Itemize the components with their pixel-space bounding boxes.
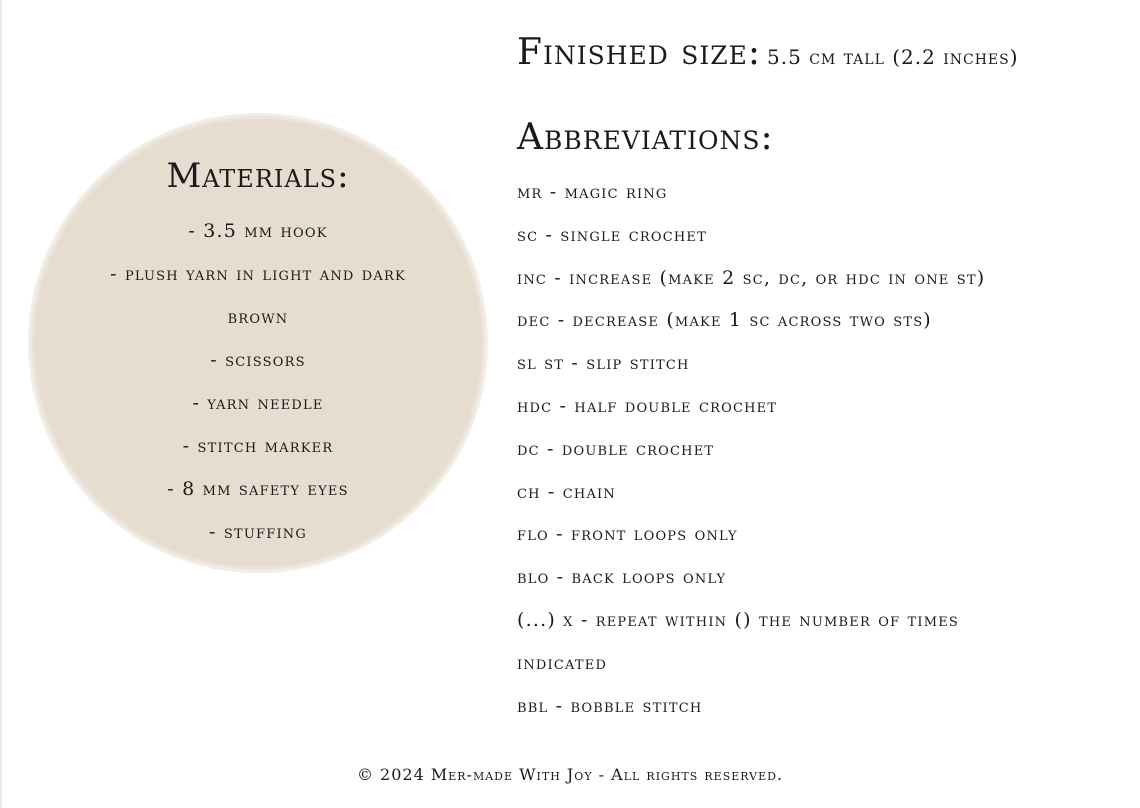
abbreviation-item: dc - double crochet bbox=[517, 437, 715, 460]
abbreviation-item: bbl - bobble stitch bbox=[517, 694, 703, 717]
abbreviation-item: indicated bbox=[517, 651, 608, 674]
materials-item: brown bbox=[227, 306, 289, 328]
finished-size bbox=[517, 32, 1127, 73]
abbreviation-item: sl st - slip stitch bbox=[517, 352, 690, 375]
abbreviation-item: inc - increase (make 2 sc, dc, or hdc in one st) bbox=[517, 266, 986, 289]
abbreviations-list bbox=[517, 171, 1127, 727]
abbreviation-item: sc - single crochet bbox=[517, 223, 707, 246]
materials-item: - scissors bbox=[210, 349, 306, 371]
materials-item: - plush yarn in light and dark bbox=[110, 263, 406, 285]
abbreviation-item: dec - decrease (make 1 sc across two sts) bbox=[517, 309, 932, 332]
materials-item: - yarn needle bbox=[192, 392, 324, 414]
finished-size-value: 5.5 cm tall (2.2 inches) bbox=[767, 45, 1019, 69]
materials-list bbox=[52, 210, 464, 554]
abbreviation-item: mr - magic ring bbox=[517, 181, 668, 203]
materials-title: Materials: bbox=[166, 156, 350, 196]
materials-item: - 8 mm safety eyes bbox=[167, 478, 349, 500]
materials-item: - stuffing bbox=[209, 521, 307, 543]
abbreviation-item: hdc - half double crochet bbox=[517, 394, 778, 417]
finished-size-label: Finished size: bbox=[517, 32, 762, 73]
materials-item: - stitch marker bbox=[182, 435, 334, 457]
abbreviations-title: Abbreviations: bbox=[517, 117, 774, 158]
materials-item: - 3.5 mm hook bbox=[188, 220, 328, 242]
abbreviation-item: flo - front loops only bbox=[517, 523, 738, 546]
abbreviation-item: (...) x - repeat within () the number of times bbox=[517, 608, 960, 631]
abbreviation-item: ch - chain bbox=[517, 480, 616, 503]
abbreviation-item: blo - back loops only bbox=[517, 566, 727, 589]
page-edge bbox=[0, 0, 2, 808]
copyright-footer: © 2024 Mer-made With Joy - All rights reserved. bbox=[356, 765, 784, 784]
